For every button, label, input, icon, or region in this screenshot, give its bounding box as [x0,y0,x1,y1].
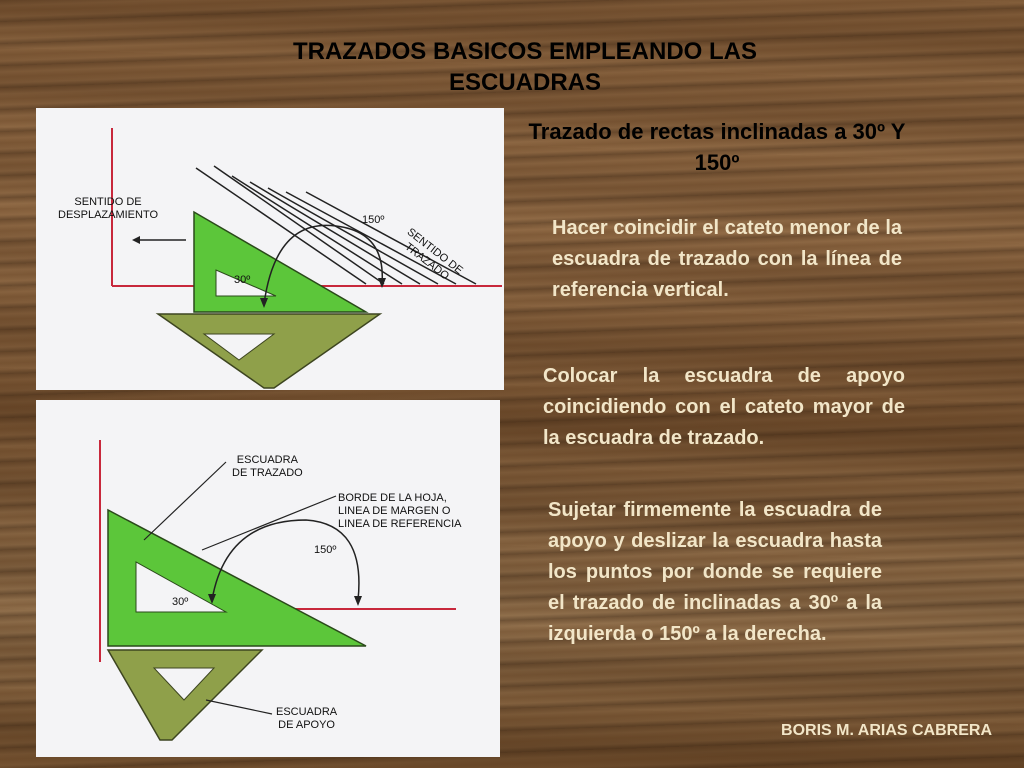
step-1-text: Hacer coincidir el cateto menor de la escuadra de trazado con la línea de referencia vertical. [552,217,902,301]
angle-30-label-bottom: 30º [172,596,189,608]
label-drawing-square: ESCUADRA DE TRAZADO [232,454,303,479]
angle-30-label: 30º [234,274,251,286]
step-3-text: Sujetar firmemente la escuadra de apoyo y deslizar la escuadra hasta los puntos por donde se requiere el trazado de inclinadas a 30º a la izquierda o 150º a la derecha. [548,499,882,645]
slide-subtitle: Trazado de rectas inclinadas a 30º Y 150º [528,119,906,175]
label-sheet-edge: BORDE DE LA HOJA, LINEA DE MARGEN O LINEA DE REFERENCIA [338,492,462,530]
label-displacement: SENTIDO DE DESPLAZAMIENTO [58,196,159,221]
label-tracing-direction: SENTIDO DE TRAZADO [402,226,465,283]
figure-top-diagram [36,108,504,390]
slide-title: TRAZADOS BASICOS EMPLEANDO LAS ESCUADRAS [292,38,757,96]
angle-150-label-bottom: 150º [314,544,337,556]
author-credit: BORIS M. ARIAS CABRERA [781,722,992,739]
label-support-square: ESCUADRA DE APOYO [276,706,338,731]
figure-bottom-diagram [36,400,500,757]
angle-150-label: 150º [362,214,385,226]
step-2-text: Colocar la escuadra de apoyo coincidiendo con el cateto mayor de la escuadra de trazado. [543,365,905,449]
